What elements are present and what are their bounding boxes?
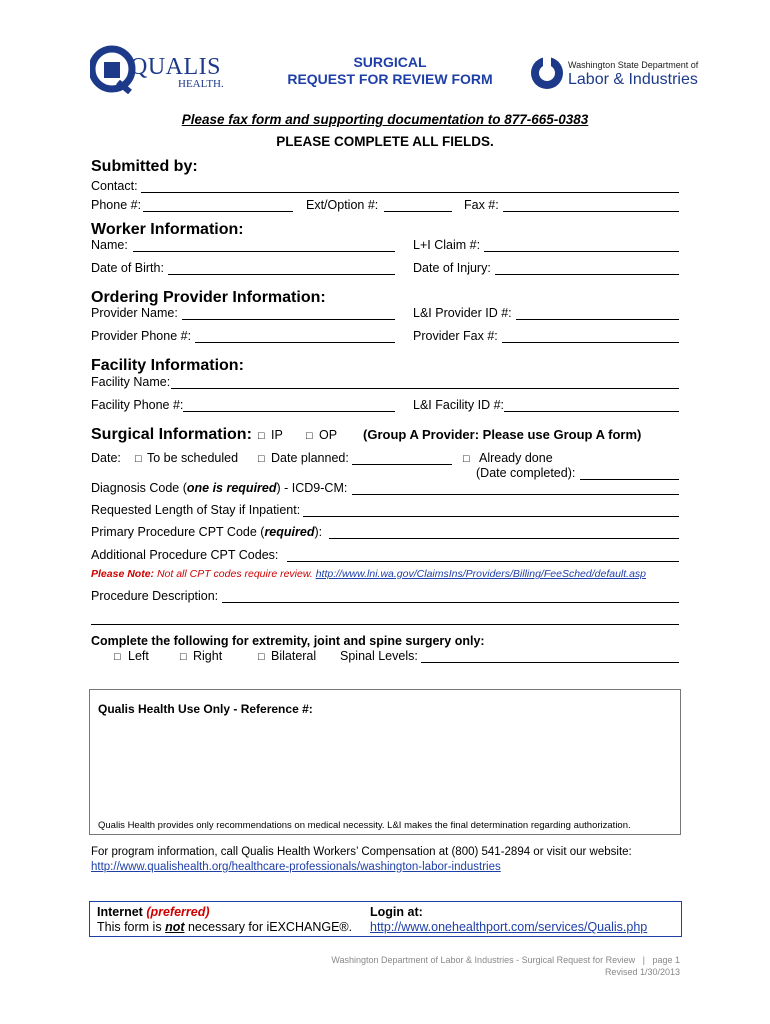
contact-label: Contact: <box>91 179 138 193</box>
facility-id-field[interactable] <box>504 411 679 412</box>
op-label: OP <box>319 428 338 442</box>
footer-line-1: Washington Department of Labor & Industries - Surgical Request for Review | page 1 <box>331 955 680 965</box>
additional-cpt-field[interactable] <box>287 561 679 562</box>
fee-schedule-link[interactable]: http://www.lni.wa.gov/ClaimsIns/Providers/Billing/FeeSched/default.asp <box>315 568 647 580</box>
provider-phone-field[interactable] <box>195 342 395 343</box>
date-planned-field[interactable] <box>352 464 452 465</box>
fax-instruction: Please fax form and supporting documentation to 877-665-0383 <box>181 112 589 127</box>
dob-field[interactable] <box>168 274 395 275</box>
fax-label: Fax #: <box>464 198 499 212</box>
provider-fax-label: Provider Fax #: <box>413 329 498 343</box>
lni-seal-icon <box>530 54 564 92</box>
los-label: Requested Length of Stay if Inpatient: <box>91 503 301 517</box>
diagnosis-suffix: ) - ICD9-CM: <box>276 481 348 495</box>
lni-logo <box>530 52 699 94</box>
iexchange-suffix: necessary for iEXCHANGE®. <box>184 920 353 934</box>
program-info-text: For program information, call Qualis Health Workers’ Compensation at (800) 541-2894 or visit our website: <box>91 846 632 858</box>
claim-label: L+I Claim #: <box>413 238 481 252</box>
los-field[interactable] <box>303 516 679 517</box>
cpt-note-text: Not all CPT codes require review. <box>154 568 316 580</box>
date-completed-label: (Date completed): <box>476 466 576 480</box>
already-done-label: Already done <box>479 451 553 465</box>
left-label: Left <box>128 649 149 663</box>
facility-phone-field[interactable] <box>183 411 395 412</box>
procedure-desc-label: Procedure Description: <box>91 589 219 603</box>
facility-phone-label: Facility Phone #: <box>91 398 184 412</box>
dob-label: Date of Birth: <box>91 261 164 275</box>
to-be-scheduled-checkbox[interactable]: □ <box>135 453 142 465</box>
left-checkbox[interactable]: □ <box>114 651 121 663</box>
cpt-note <box>91 568 646 580</box>
already-done-checkbox[interactable]: □ <box>463 453 470 465</box>
to-be-scheduled-label: To be scheduled <box>147 451 239 465</box>
worker-name-field[interactable] <box>133 251 395 252</box>
internet-label-text: Internet <box>97 905 147 919</box>
primary-cpt-suffix: ): <box>314 525 323 539</box>
primary-cpt-field[interactable] <box>329 538 679 539</box>
qualis-logo <box>90 44 225 94</box>
phone-label: Phone #: <box>91 198 142 212</box>
surgical-heading: Surgical Information: <box>91 426 252 443</box>
provider-id-field[interactable] <box>516 319 679 320</box>
doi-field[interactable] <box>495 274 679 275</box>
preferred-label: (preferred) <box>146 905 210 919</box>
login-label: Login at: <box>370 905 423 919</box>
provider-phone-label: Provider Phone #: <box>91 329 192 343</box>
phone-field[interactable] <box>143 211 293 212</box>
iexchange-note <box>97 920 352 934</box>
submitted-heading: Submitted by: <box>91 158 198 175</box>
op-checkbox[interactable]: □ <box>306 430 313 442</box>
right-checkbox[interactable]: □ <box>180 651 187 663</box>
ip-label: IP <box>271 428 283 442</box>
form-title-1: SURGICAL <box>353 54 427 70</box>
bilateral-checkbox[interactable]: □ <box>258 651 265 663</box>
diagnosis-prefix: Diagnosis Code ( <box>91 481 187 495</box>
provider-heading: Ordering Provider Information: <box>91 289 326 306</box>
diagnosis-field[interactable] <box>352 494 679 495</box>
date-completed-field[interactable] <box>580 479 679 480</box>
footer-line-2: Revised 1/30/2013 <box>604 967 680 977</box>
login-link[interactable]: http://www.onehealthport.com/services/Qualis.php <box>370 920 648 934</box>
extremity-heading: Complete the following for extremity, joint and spine surgery only: <box>91 634 485 648</box>
ext-label: Ext/Option #: <box>306 198 379 212</box>
ip-checkbox[interactable]: □ <box>258 430 265 442</box>
ext-field[interactable] <box>384 211 452 212</box>
facility-name-label: Facility Name: <box>91 375 171 389</box>
provider-name-label: Provider Name: <box>91 306 178 320</box>
qualis-use-only-title: Qualis Health Use Only - Reference #: <box>98 702 313 716</box>
diagnosis-label <box>91 481 347 495</box>
qualis-logo-sub: HEALTH. <box>178 78 224 90</box>
bilateral-label: Bilateral <box>271 649 317 663</box>
qualis-disclaimer: Qualis Health provides only recommendations on medical necessity. L&I makes the final determination regarding authorization. <box>98 820 631 831</box>
doi-label: Date of Injury: <box>413 261 491 275</box>
procedure-desc-field[interactable] <box>222 602 679 603</box>
date-label: Date: <box>91 451 121 465</box>
qualis-reference-field[interactable] <box>98 722 668 802</box>
facility-heading: Facility Information: <box>91 357 244 374</box>
claim-field[interactable] <box>484 251 679 252</box>
iexchange-not: not <box>165 920 185 934</box>
provider-name-field[interactable] <box>182 319 395 320</box>
diagnosis-required: one is required <box>186 481 277 495</box>
complete-all-fields: PLEASE COMPLETE ALL FIELDS. <box>276 134 494 149</box>
worker-name-label: Name: <box>91 238 128 252</box>
lni-logo-small: Washington State Department of <box>568 60 699 70</box>
worker-heading: Worker Information: <box>91 221 244 238</box>
date-planned-label: Date planned: <box>271 451 349 465</box>
primary-cpt-required: required <box>264 525 315 539</box>
date-planned-checkbox[interactable]: □ <box>258 453 265 465</box>
primary-cpt-prefix: Primary Procedure CPT Code ( <box>91 525 265 539</box>
provider-id-label: L&I Provider ID #: <box>413 306 512 320</box>
internet-label <box>97 905 210 919</box>
right-label: Right <box>193 649 223 663</box>
facility-id-label: L&I Facility ID #: <box>413 398 504 412</box>
qualis-use-only-box <box>89 689 681 835</box>
internet-box <box>89 901 682 937</box>
contact-field[interactable] <box>141 192 679 193</box>
additional-cpt-label: Additional Procedure CPT Codes: <box>91 548 279 562</box>
lni-logo-big: Labor & Industries <box>568 71 698 88</box>
primary-cpt-label <box>91 525 322 539</box>
program-info-link[interactable]: http://www.qualishealth.org/healthcare-professionals/washington-labor-industries <box>91 861 501 873</box>
qualis-logo-text: QUALIS <box>130 54 221 80</box>
iexchange-prefix: This form is <box>97 920 166 934</box>
procedure-desc-field-2[interactable] <box>91 624 679 625</box>
form-title-2: REQUEST FOR REVIEW FORM <box>287 71 493 87</box>
fax-field[interactable] <box>503 211 679 212</box>
cpt-note-label: Please Note: <box>91 568 155 580</box>
group-a-note: (Group A Provider: Please use Group A form) <box>363 427 642 442</box>
spinal-levels-field[interactable] <box>421 662 679 663</box>
provider-fax-field[interactable] <box>502 342 679 343</box>
facility-name-field[interactable] <box>171 388 679 389</box>
spinal-levels-label: Spinal Levels: <box>340 649 418 663</box>
